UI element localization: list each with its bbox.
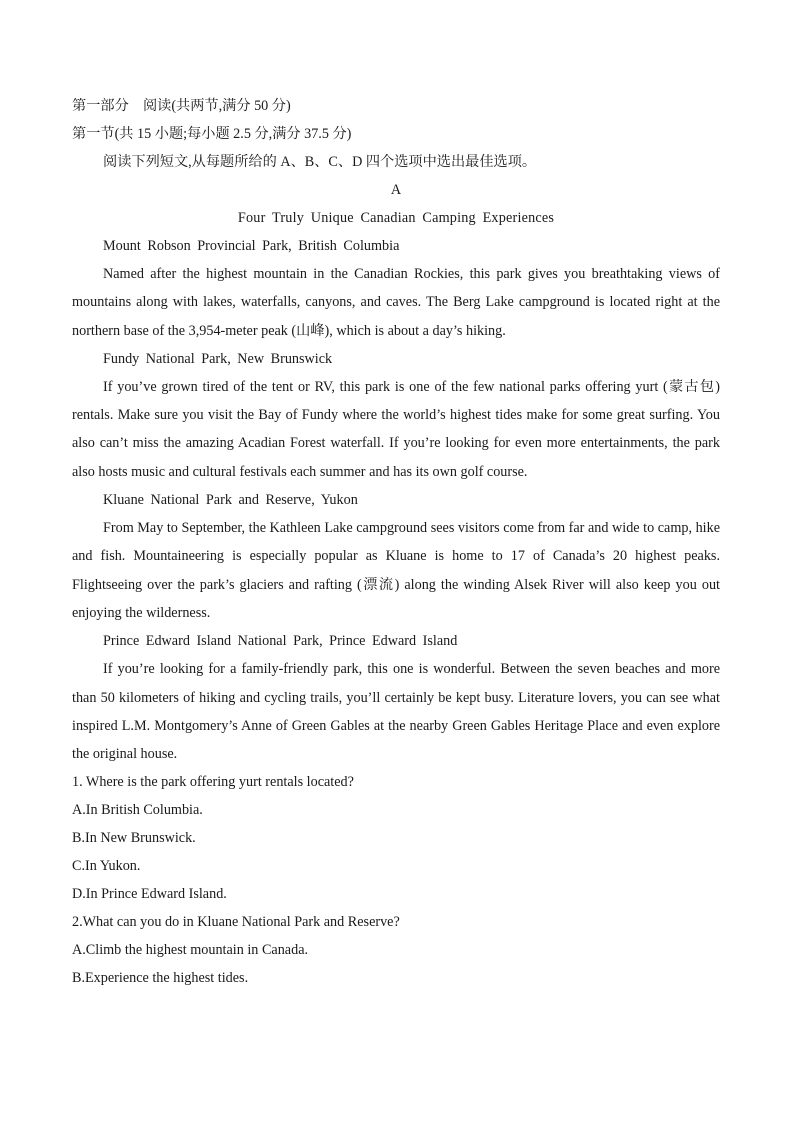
part-title: 第一部分 阅读(共两节,满分 50 分) xyxy=(72,98,291,114)
question xyxy=(72,768,720,908)
answer-option[interactable]: A.Climb the highest mountain in Canada. xyxy=(72,942,309,959)
park-heading: Fundy National Park, New Brunswick xyxy=(103,350,333,367)
section-title: 第一节(共 15 小题;每小题 2.5 分,满分 37.5 分) xyxy=(72,126,352,142)
park-heading: Prince Edward Island National Park, Prince Edward Island xyxy=(103,633,458,650)
answer-option[interactable]: B.Experience the highest tides. xyxy=(72,970,249,987)
park-section xyxy=(72,345,720,486)
question-stem: 2.What can you do in Kluane National Park and Reserve? xyxy=(72,914,400,931)
park-description: From May to September, the Kathleen Lake campground sees visitors come from far and wide to camp, hike and fish. Mountaineering is especially popular as Kluane is home to 17 of Canada’s 20 highest peaks. Flightseeing over the park’s glaciers and rafting (漂流) along the winding Alsek River will also keep you out enjoying the wilderness. xyxy=(72,520,720,621)
park-heading: Mount Robson Provincial Park, British Columbia xyxy=(103,238,400,254)
park-heading: Kluane National Park and Reserve, Yukon xyxy=(103,492,358,509)
park-section xyxy=(72,232,720,345)
question xyxy=(72,908,720,992)
park-description: If you’ve grown tired of the tent or RV, this park is one of the few national parks offering yurt (蒙古包) rentals. Make sure you visit the Bay of Fundy where the world’s highest tides make for some great surfing. You also can’t miss the amazing Acadian Forest waterfall. If you’re looking for even more entertainments, the park also hosts music and cultural festivals each summer and has its own golf course. xyxy=(72,378,720,480)
answer-option[interactable]: B.In New Brunswick. xyxy=(72,830,196,847)
answer-option[interactable]: C.In Yukon. xyxy=(72,858,141,875)
park-section xyxy=(72,486,720,627)
question-stem: 1. Where is the park offering yurt rentals located? xyxy=(72,774,354,791)
park-description: Named after the highest mountain in the Canadian Rockies, this park gives you breathtaking views of mountains along with lakes, waterfalls, canyons, and caves. The Berg Lake campground is located right at the northern base of the 3,954-meter peak (山峰), which is about a day’s hiking. xyxy=(72,266,720,339)
answer-option[interactable]: A.In British Columbia. xyxy=(72,802,203,819)
answer-option[interactable]: D.In Prince Edward Island. xyxy=(72,886,227,903)
instructions: 阅读下列短文,从每题所给的 A、B、C、D 四个选项中选出最佳选项。 xyxy=(103,154,537,170)
park-section xyxy=(72,627,720,768)
park-description: If you’re looking for a family-friendly park, this one is wonderful. Between the seven beaches and more than 50 kilometers of hiking and cycling trails, you’ll certainly be kept busy. Literature lovers, you can see what inspired L.M. Montgomery’s Anne of Green Gables at the nearby Green Gables Heritage Place and even explore the original house. xyxy=(72,661,720,763)
passage-label: A xyxy=(390,182,402,198)
passage-title: Four Truly Unique Canadian Camping Experiences xyxy=(237,210,555,226)
exam-page xyxy=(72,92,720,992)
